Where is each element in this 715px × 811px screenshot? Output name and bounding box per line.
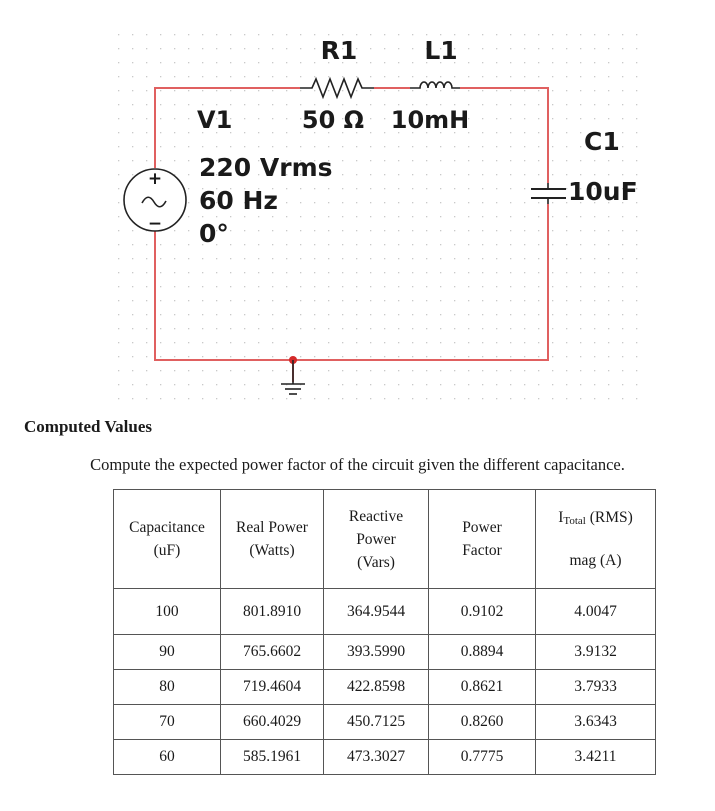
- cell-real-power: 719.4604: [221, 670, 324, 705]
- cell-real-power: 585.1961: [221, 740, 324, 775]
- table-row: [114, 635, 656, 670]
- cell-current: 4.0047: [536, 589, 656, 635]
- cell-reactive-power: 473.3027: [324, 740, 429, 775]
- table-row: [114, 670, 656, 705]
- table-header-row: [114, 490, 656, 589]
- source-plus-sign: +: [147, 169, 163, 189]
- cell-current: 3.7933: [536, 670, 656, 705]
- cell-current: 3.6343: [536, 705, 656, 740]
- grid-background: [112, 28, 650, 404]
- resistor-name: R1: [320, 36, 358, 65]
- section-heading: Computed Values: [24, 417, 153, 436]
- cell-power-factor: 0.8621: [429, 670, 536, 705]
- inductor-name: L1: [424, 36, 458, 65]
- resistor-value: 50 Ω: [301, 106, 365, 134]
- cell-power-factor: 0.8894: [429, 635, 536, 670]
- source-frequency: 60 Hz: [199, 186, 278, 215]
- cell-current: 3.4211: [536, 740, 656, 775]
- instruction-text: Compute the expected power factor of the circuit given the different capacitance.: [90, 455, 625, 474]
- header-power-factor: Power Factor: [429, 490, 536, 589]
- cell-current: 3.9132: [536, 635, 656, 670]
- inductor-value: 10mH: [390, 106, 470, 134]
- results-table: [113, 489, 656, 775]
- cell-power-factor: 0.8260: [429, 705, 536, 740]
- source-minus-sign: −: [147, 214, 163, 234]
- source-voltage: 220 Vrms: [199, 153, 333, 182]
- cell-power-factor: 0.9102: [429, 589, 536, 635]
- cell-capacitance: 60: [114, 740, 221, 775]
- header-real-power: Real Power (Watts): [221, 490, 324, 589]
- cell-capacitance: 80: [114, 670, 221, 705]
- cell-reactive-power: 422.8598: [324, 670, 429, 705]
- cell-capacitance: 70: [114, 705, 221, 740]
- source-phase: 0°: [199, 219, 229, 248]
- table-row: [114, 740, 656, 775]
- cell-capacitance: 90: [114, 635, 221, 670]
- header-capacitance: Capacitance (uF): [114, 490, 221, 589]
- source-name: V1: [197, 106, 233, 134]
- cell-real-power: 765.6602: [221, 635, 324, 670]
- cell-capacitance: 100: [114, 589, 221, 635]
- capacitor-name: C1: [584, 127, 620, 156]
- cell-real-power: 660.4029: [221, 705, 324, 740]
- cell-real-power: 801.8910: [221, 589, 324, 635]
- cell-reactive-power: 364.9544: [324, 589, 429, 635]
- table-row: [114, 705, 656, 740]
- cell-reactive-power: 393.5990: [324, 635, 429, 670]
- header-reactive-power: Reactive Power (Vars): [324, 490, 429, 589]
- capacitor-value: 10uF: [568, 177, 638, 206]
- cell-reactive-power: 450.7125: [324, 705, 429, 740]
- header-total-current: $I_{Total}$ (RMS) mag (A): [536, 490, 656, 589]
- cell-power-factor: 0.7775: [429, 740, 536, 775]
- table-row: [114, 589, 656, 635]
